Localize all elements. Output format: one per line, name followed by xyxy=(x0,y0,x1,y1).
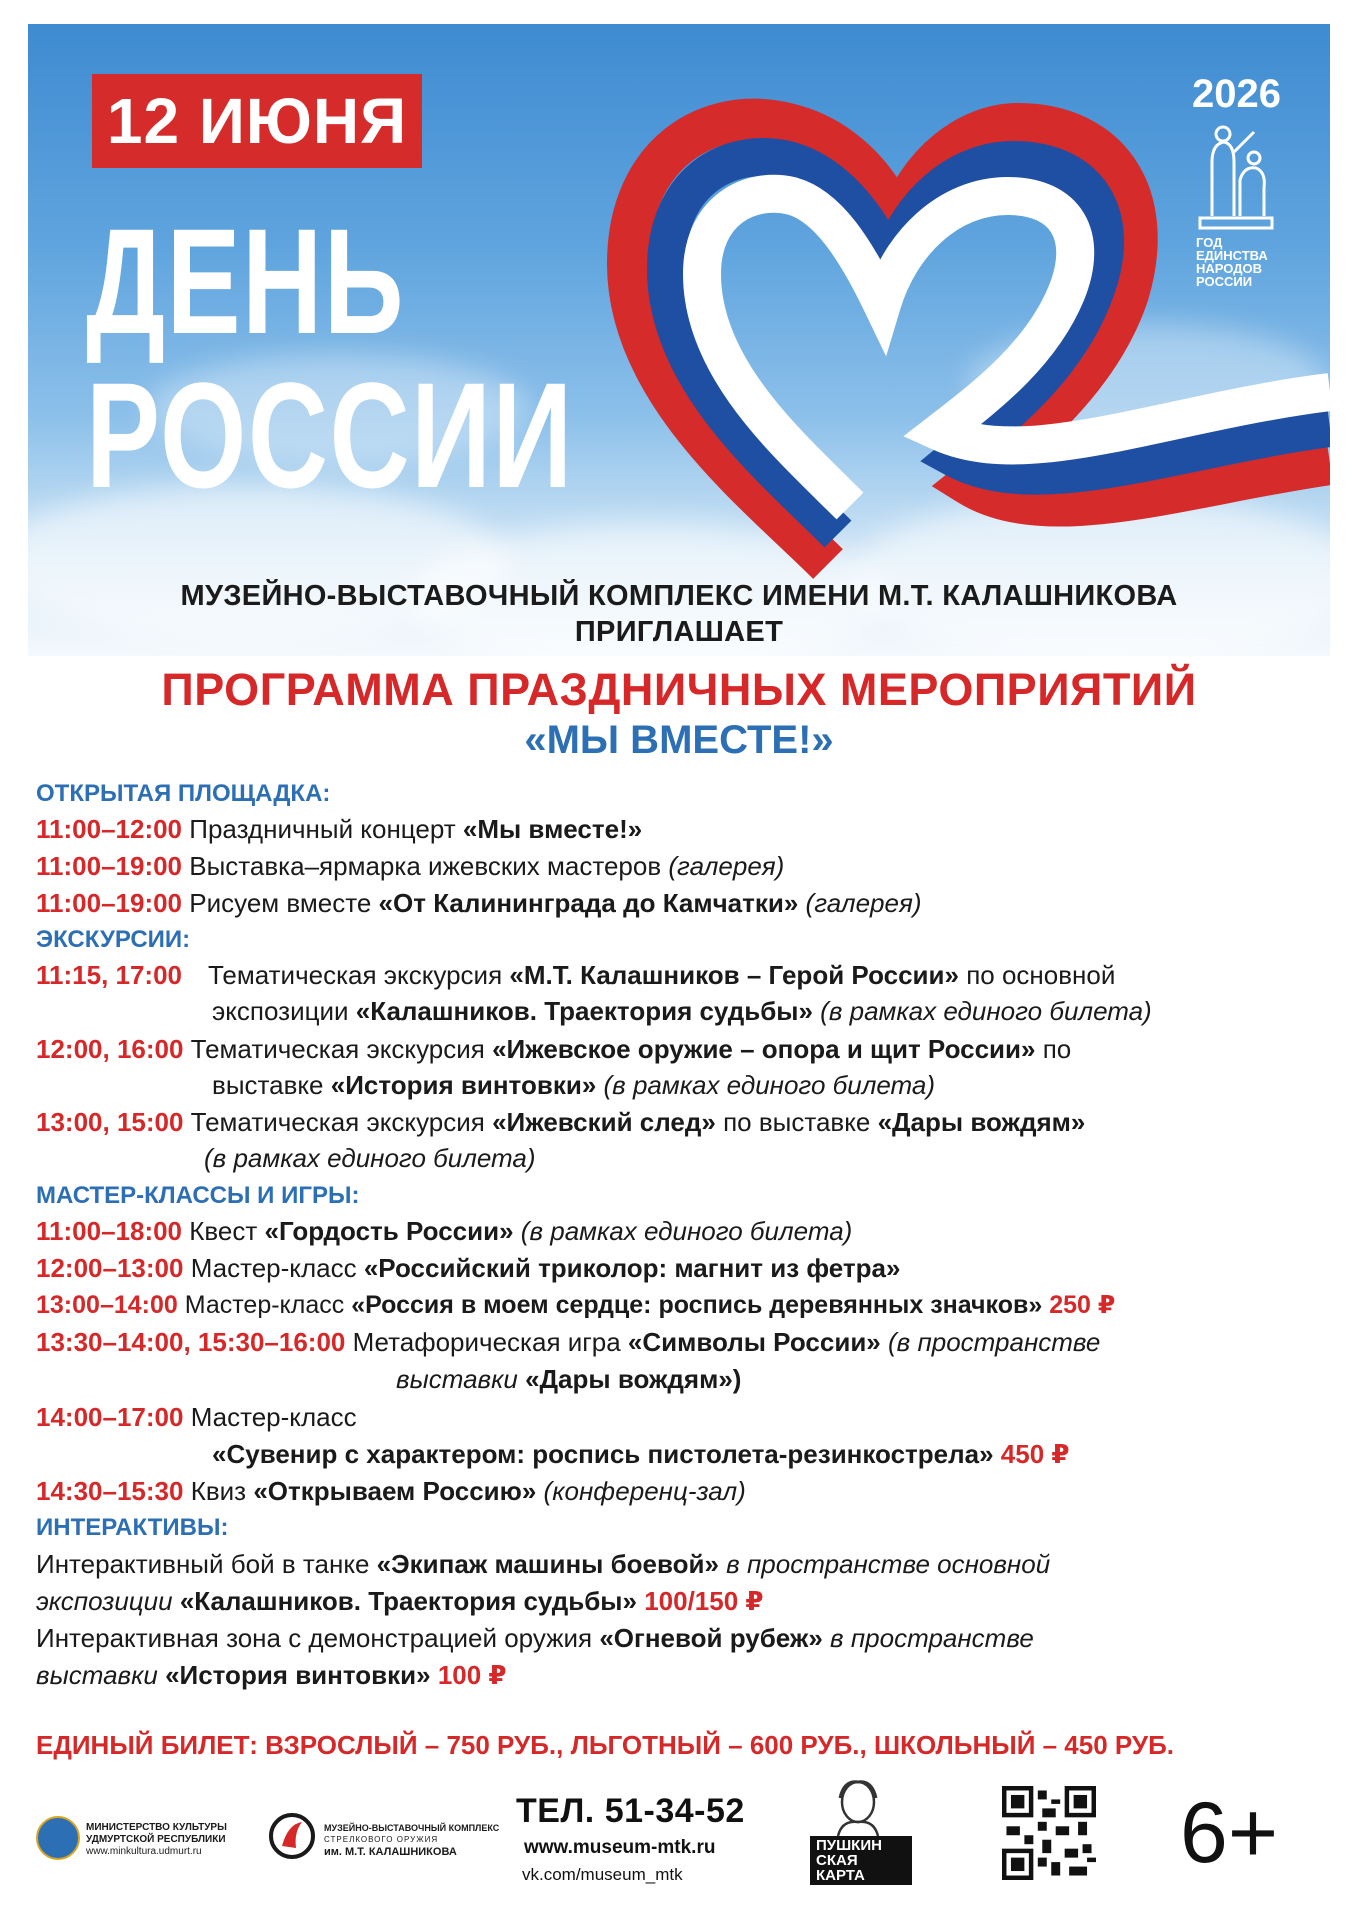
ministry-site-link[interactable]: www.minkultura.udmurt.ru xyxy=(86,1846,202,1857)
event-text: выставке xyxy=(212,1070,331,1100)
event-time: 11:00–19:00 xyxy=(36,851,183,881)
date-badge: 12 ИЮНЯ xyxy=(92,74,422,168)
schedule-row xyxy=(36,1290,1115,1320)
event-name: «Россия в моем сердце: роспись деревянных значков» xyxy=(351,1291,1043,1319)
event-price: 450 ₽ xyxy=(993,1439,1070,1469)
section-title-open-area: ОТКРЫТАЯ ПЛОЩАДКА: xyxy=(36,780,331,807)
logo-caption-line: РОССИИ xyxy=(1196,274,1253,289)
website-link[interactable]: www.museum-mtk.ru xyxy=(524,1837,716,1858)
event-time: 13:30–14:00, 15:30–16:00 xyxy=(36,1327,346,1357)
event-note: выставки xyxy=(396,1364,526,1394)
museum-logo-line: им. М.Т. КАЛАШНИКОВА xyxy=(324,1846,457,1858)
event-time: 14:30–15:30 xyxy=(36,1476,184,1506)
pushkin-card-line: СКАЯ xyxy=(816,1852,858,1869)
ministry-info xyxy=(86,1822,227,1858)
schedule-row xyxy=(36,1327,1100,1358)
event-price: 100 ₽ xyxy=(430,1660,507,1690)
event-name: «Калашников. Траектория судьбы» xyxy=(179,1586,637,1616)
event-text: Тематическая экскурсия xyxy=(183,1034,493,1064)
schedule-row xyxy=(36,1034,1071,1065)
event-note: в пространстве основной xyxy=(718,1549,1051,1579)
museum-logo-line: МУЗЕЙНО-ВЫСТАВОЧНЫЙ КОМПЛЕКС xyxy=(324,1823,500,1833)
schedule-row-continued xyxy=(36,1660,507,1691)
title-day: ДЕНЬ xyxy=(86,197,405,365)
phone-number[interactable]: ТЕЛ. 51-34-52 xyxy=(516,1792,745,1830)
schedule-row xyxy=(36,814,642,845)
monument-icon xyxy=(1194,122,1276,232)
event-price: 100/150 ₽ xyxy=(636,1586,764,1616)
event-text: Мастер-класс xyxy=(177,1291,352,1319)
section-title-interactives: ИНТЕРАКТИВЫ: xyxy=(36,1514,229,1541)
event-text: Метафорическая игра xyxy=(345,1327,628,1357)
event-name: «Гордость России» xyxy=(264,1216,514,1246)
schedule-row xyxy=(36,851,784,882)
event-name: «Символы России» xyxy=(627,1327,881,1357)
event-text: экспозиции xyxy=(212,996,356,1026)
qr-code-icon[interactable] xyxy=(1002,1786,1096,1880)
year-of-unity-logo xyxy=(1184,72,1294,289)
vk-link[interactable]: vk.com/museum_mtk xyxy=(522,1865,683,1884)
museum-logo-line: СТРЕЛКОВОГО ОРУЖИЯ xyxy=(324,1835,439,1844)
event-name: «Сувенир с характером: роспись пистолета-резинкострела» xyxy=(212,1439,994,1469)
section-title-workshops: МАСТЕР-КЛАССЫ И ИГРЫ: xyxy=(36,1182,360,1209)
event-name: «Мы вместе!» xyxy=(462,814,643,844)
event-note: выставки xyxy=(36,1660,166,1690)
section-title-tours: ЭКСКУРСИИ: xyxy=(36,926,191,953)
event-note: (в рамках единого билета) xyxy=(812,996,1152,1026)
schedule-row xyxy=(36,1216,852,1247)
logo-year: 2026 xyxy=(1192,72,1281,116)
age-rating: 6+ xyxy=(1180,1785,1279,1881)
event-note: (в пространстве xyxy=(880,1327,1101,1357)
event-price: 250 ₽ xyxy=(1042,1291,1116,1319)
event-name: «Дары вождям» xyxy=(525,1364,733,1394)
event-name: «От Калининграда до Камчатки» xyxy=(378,888,799,918)
event-note: экспозиции xyxy=(36,1586,180,1616)
event-text: Интерактивный бой в танке xyxy=(36,1549,377,1579)
ministry-name: МИНИСТЕРСТВО КУЛЬТУРЫ xyxy=(86,1822,227,1833)
event-name: «Экипаж машины боевой» xyxy=(376,1549,719,1579)
event-time: 11:00–19:00 xyxy=(36,888,183,918)
event-time: 14:00–17:00 xyxy=(36,1402,184,1432)
pushkin-card-line: КАРТА xyxy=(816,1867,865,1884)
event-name: «Огневой рубеж» xyxy=(599,1623,823,1653)
event-text: Мастер-класс xyxy=(183,1253,364,1283)
schedule-row xyxy=(36,1623,1034,1654)
ministry-name: УДМУРТСКОЙ РЕСПУБЛИКИ xyxy=(86,1834,226,1845)
program-subtitle: «МЫ ВМЕСТЕ!» xyxy=(524,718,834,762)
event-note: в пространстве xyxy=(822,1623,1034,1653)
event-name: «История винтовки» xyxy=(330,1070,597,1100)
museum-name: МУЗЕЙНО-ВЫСТАВОЧНЫЙ КОМПЛЕКС ИМЕНИ М.Т. КАЛАШНИКОВА xyxy=(180,580,1178,612)
event-name: «Ижевский след» xyxy=(492,1107,716,1137)
ministry-emblem-icon xyxy=(36,1816,80,1860)
event-text: Праздничный концерт xyxy=(182,814,463,844)
event-name: «Российский триколор: магнит из фетра» xyxy=(363,1253,901,1283)
event-note: (галерея) xyxy=(668,851,785,881)
title-russia: РОССИИ xyxy=(86,351,574,519)
pushkin-card-logo xyxy=(806,1778,916,1882)
schedule-row xyxy=(36,888,922,919)
hero-banner xyxy=(28,24,1330,656)
event-note: (в рамках единого билета) xyxy=(204,1143,536,1173)
event-text: Тематическая экскурсия xyxy=(183,1107,493,1137)
event-time: 12:00–13:00 xyxy=(36,1253,184,1283)
event-text: по xyxy=(1035,1034,1072,1064)
schedule-row-continued xyxy=(212,1070,935,1101)
schedule-row xyxy=(36,1476,746,1507)
event-text: Выставка–ярмарка ижевских мастеров xyxy=(182,851,669,881)
event-note: (конференц-зал) xyxy=(536,1476,746,1506)
event-time: 12:00, 16:00 xyxy=(36,1034,184,1064)
event-text: Интерактивная зона с демонстрацией оружия xyxy=(36,1623,600,1653)
event-time: 11:15, 17:00 xyxy=(36,960,183,990)
event-text: по выставке xyxy=(715,1107,878,1137)
event-name: «Ижевское оружие – опора и щит России» xyxy=(492,1034,1036,1064)
event-time: 13:00–14:00 xyxy=(36,1291,178,1319)
event-name: «Дары вождям» xyxy=(877,1107,1086,1137)
event-time: 11:00–12:00 xyxy=(36,814,183,844)
invites-text: ПРИГЛАШАЕТ xyxy=(574,616,784,648)
event-text: Мастер-класс xyxy=(183,1402,357,1432)
event-text: Тематическая экскурсия xyxy=(208,960,510,990)
event-time: 13:00, 15:00 xyxy=(36,1107,184,1137)
schedule-row-continued xyxy=(36,1586,764,1617)
museum-logo-icon xyxy=(268,1812,316,1860)
logo-caption xyxy=(1196,236,1268,288)
schedule-row-continued xyxy=(212,1439,1069,1470)
event-note: (галерея) xyxy=(798,888,922,918)
schedule-row xyxy=(36,1107,1085,1138)
schedule-row xyxy=(36,1549,1050,1580)
schedule-row-continued xyxy=(396,1364,741,1395)
logo-caption-line: НАРОДОВ xyxy=(1196,261,1262,276)
schedule-row xyxy=(36,1402,357,1433)
event-time: 11:00–18:00 xyxy=(36,1216,183,1246)
ticket-prices: ЕДИНЫЙ БИЛЕТ: ВЗРОСЛЫЙ – 750 РУБ., ЛЬГОТНЫЙ – 600 РУБ., ШКОЛЬНЫЙ – 450 РУБ. xyxy=(36,1730,1174,1760)
program-title: ПРОГРАММА ПРАЗДНИЧНЫХ МЕРОПРИЯТИЙ xyxy=(161,664,1197,715)
event-text: Рисуем вместе xyxy=(182,888,379,918)
event-text: Квиз xyxy=(183,1476,254,1506)
event-text: по основной xyxy=(958,960,1116,990)
event-name: «Открываем Россию» xyxy=(253,1476,537,1506)
schedule-row-continued xyxy=(212,996,1152,1027)
schedule-row xyxy=(36,960,1115,991)
pushkin-card-line: ПУШКИН xyxy=(816,1837,882,1854)
schedule-row-continued xyxy=(204,1143,536,1174)
pushkin-card-label xyxy=(810,1836,912,1885)
event-name: «История винтовки» xyxy=(165,1660,431,1690)
event-note: (в рамках единого билета) xyxy=(513,1216,853,1246)
event-name: «Калашников. Траектория судьбы» xyxy=(355,996,813,1026)
logo-caption-line: ГОД xyxy=(1196,235,1223,250)
event-text: Квест xyxy=(182,1216,265,1246)
event-name: «М.Т. Калашников – Герой России» xyxy=(509,960,959,990)
event-text: ) xyxy=(732,1364,742,1394)
event-note: (в рамках единого билета) xyxy=(596,1070,936,1100)
pushkin-portrait-icon xyxy=(826,1778,890,1836)
schedule-row xyxy=(36,1253,900,1284)
museum-logo-text xyxy=(324,1822,499,1858)
logo-caption-line: ЕДИНСТВА xyxy=(1196,248,1268,263)
